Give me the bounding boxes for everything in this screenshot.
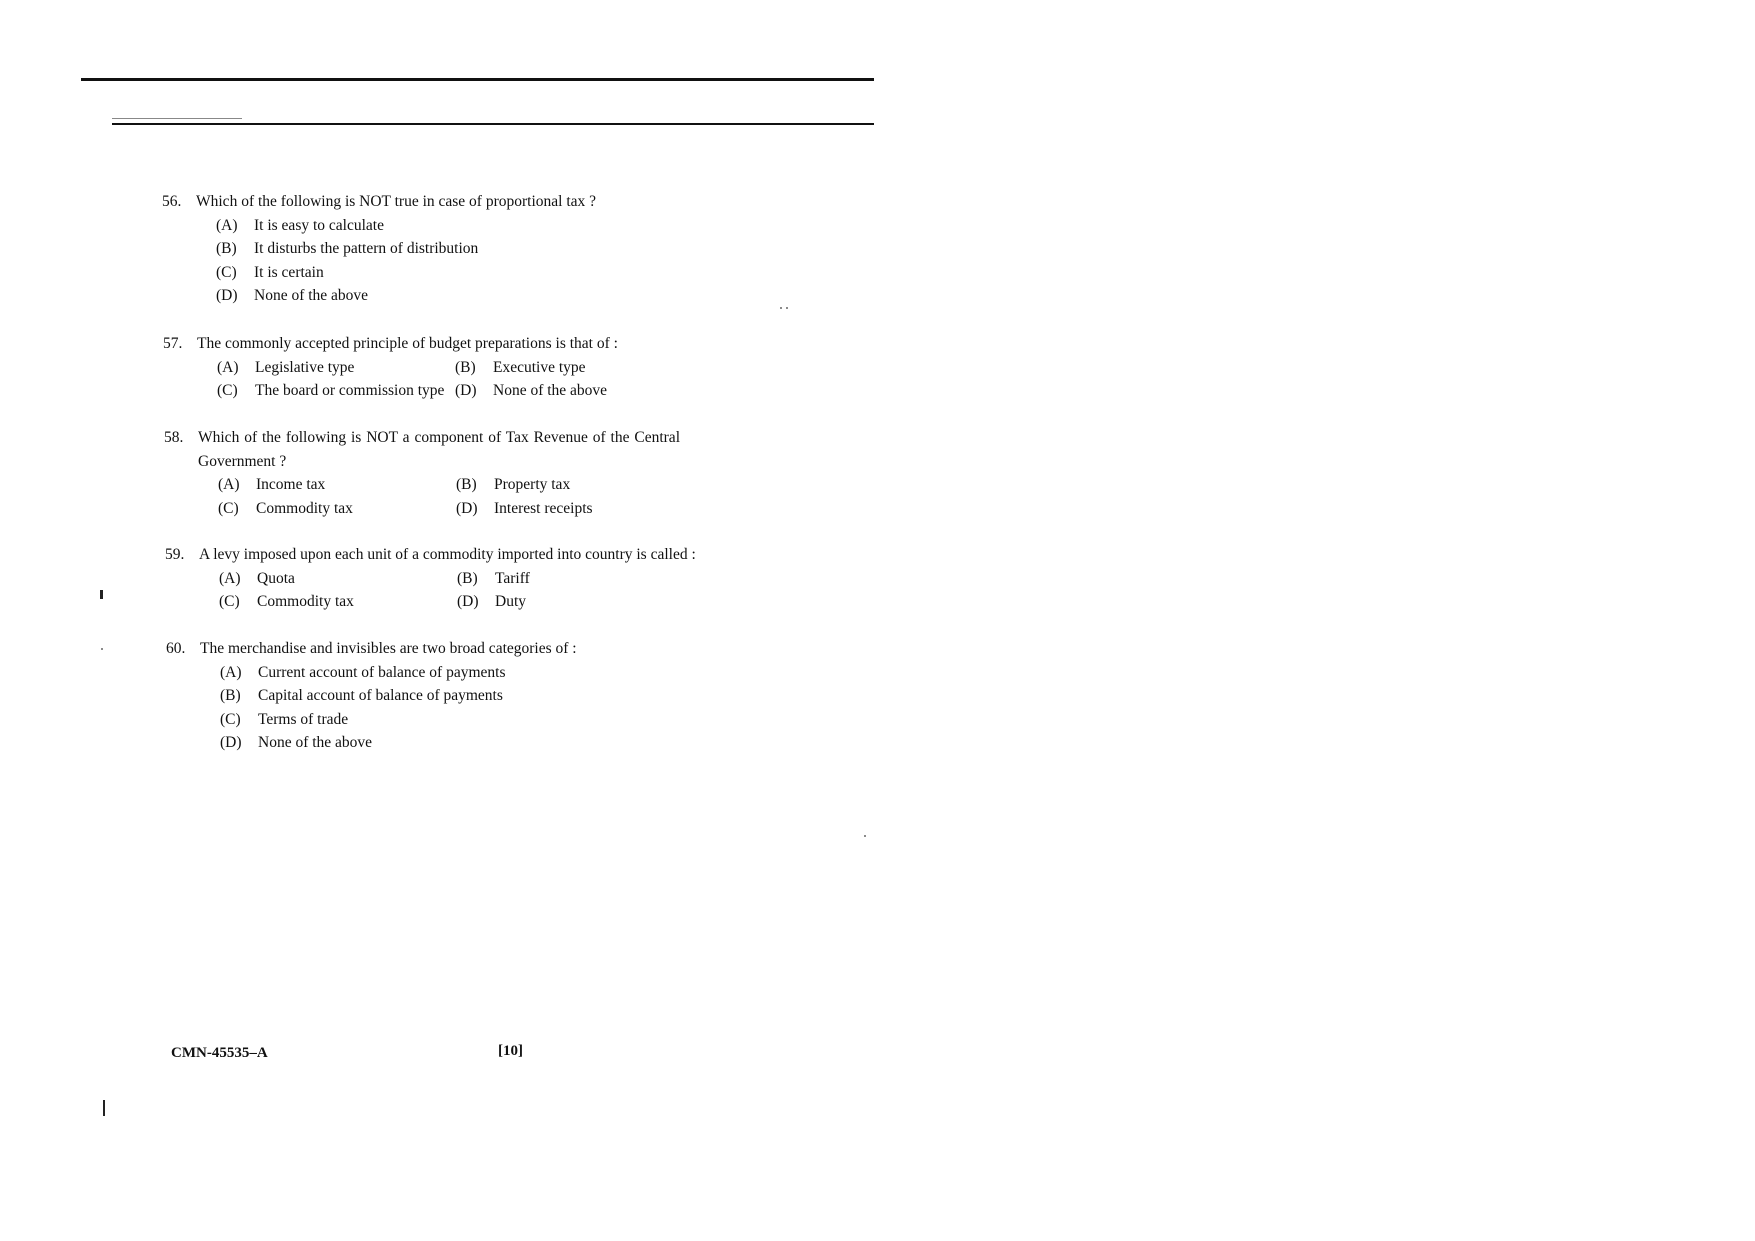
question-59	[165, 543, 696, 614]
option-c: (C) It is certain	[216, 263, 324, 281]
scan-speck	[786, 307, 788, 309]
option-c: (C) The board or commission type	[217, 382, 445, 399]
option-a: (A) Quota	[219, 569, 295, 587]
scan-mark	[100, 590, 103, 599]
question-text: The commonly accepted principle of budget preparations is that of :	[197, 335, 618, 352]
question-text: A levy imposed upon each unit of a commodity imported into country is called :	[199, 546, 696, 563]
question-58	[164, 426, 680, 520]
question-text-continued: Government ?	[198, 452, 287, 470]
scan-speck	[864, 835, 866, 837]
options-grid	[217, 356, 618, 403]
option-b: (B) Tariff	[457, 569, 530, 587]
scan-speck	[101, 648, 103, 650]
option-d: (D) None of the above	[455, 382, 608, 399]
question-number: 56.	[162, 193, 182, 210]
option-c: (C) Terms of trade	[220, 710, 349, 728]
option-b: (B) Capital account of balance of payments	[220, 687, 503, 704]
option-a: (A) Legislative type	[217, 358, 355, 376]
question-60	[166, 637, 577, 755]
option-a: (A) It is easy to calculate	[216, 216, 384, 234]
header-rule-top	[81, 78, 874, 81]
question-number: 58.	[164, 429, 184, 446]
option-a: (A) Current account of balance of payments	[220, 663, 506, 681]
option-c: (C) Commodity tax	[218, 499, 353, 517]
question-57	[163, 332, 618, 403]
question-number: 60.	[166, 640, 186, 657]
option-c: (C) Commodity tax	[219, 593, 354, 610]
question-text: Which of the following is NOT a component of Tax Revenue of the Central	[198, 429, 680, 446]
scan-speck	[780, 307, 782, 309]
page-number: [10]	[498, 1043, 523, 1059]
options-grid	[218, 473, 680, 520]
options-list	[220, 661, 577, 755]
option-b: (B) It disturbs the pattern of distribution	[216, 240, 479, 257]
option-b: (B) Property tax	[456, 476, 571, 493]
question-number: 59.	[165, 546, 185, 563]
question-text: The merchandise and invisibles are two broad categories of :	[200, 640, 577, 657]
options-list	[216, 214, 596, 308]
question-56	[162, 190, 596, 308]
options-grid	[219, 567, 696, 614]
option-d: (D) None of the above	[220, 734, 373, 751]
paper-code: CMN-45535–A	[171, 1045, 268, 1061]
option-d: (D) None of the above	[216, 287, 369, 304]
header-rule-faint	[112, 118, 242, 119]
option-d: (D) Duty	[457, 593, 526, 610]
scan-mark	[103, 1100, 105, 1116]
question-text: Which of the following is NOT true in case of proportional tax ?	[196, 193, 597, 210]
option-a: (A) Income tax	[218, 476, 326, 493]
option-b: (B) Executive type	[455, 358, 586, 376]
header-rule-bottom	[112, 123, 874, 125]
question-number: 57.	[163, 335, 183, 352]
option-d: (D) Interest receipts	[456, 499, 593, 517]
